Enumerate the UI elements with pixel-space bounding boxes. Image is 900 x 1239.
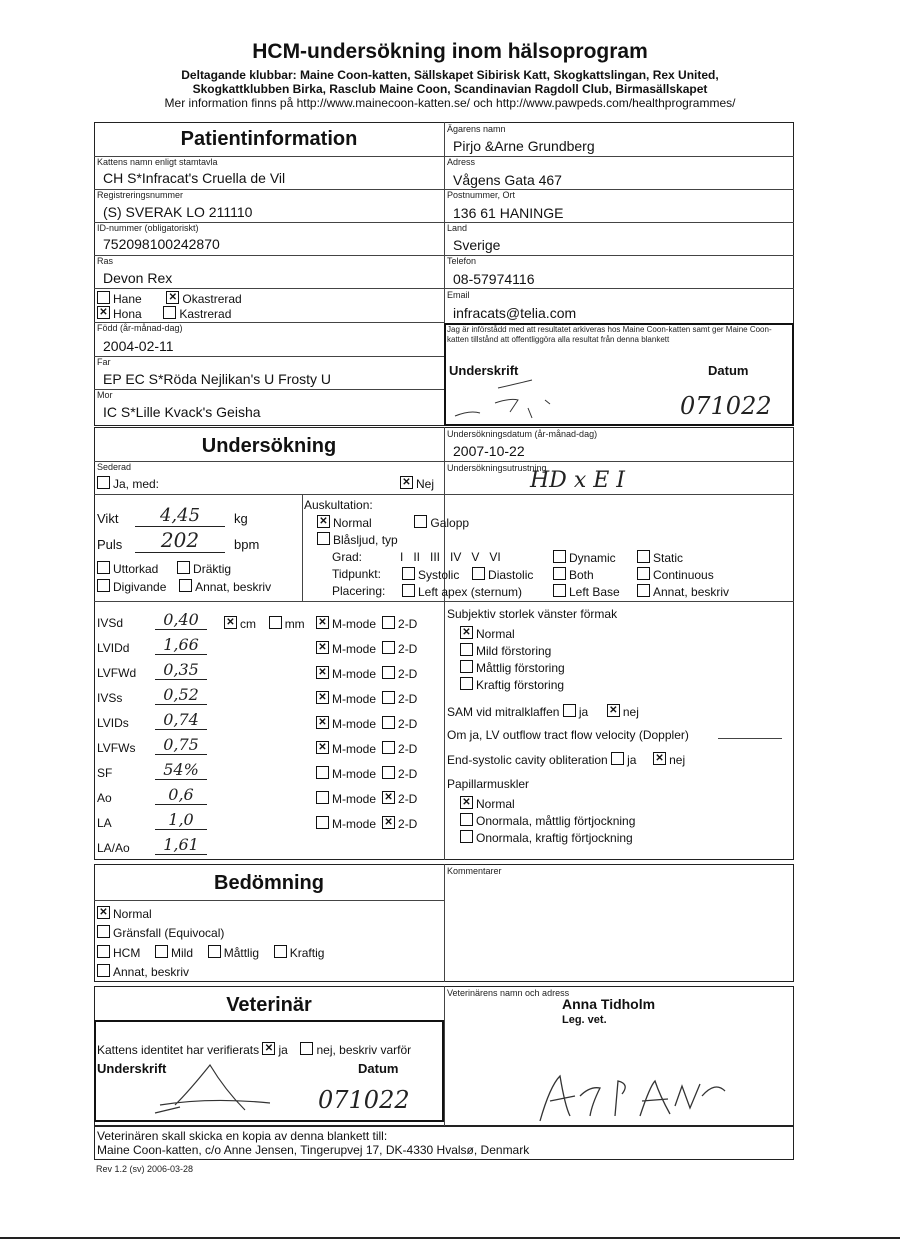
measure-value[interactable]: 1,61 xyxy=(155,835,207,855)
assess-annat-checkbox[interactable] xyxy=(97,964,110,977)
blasljud-label: Blåsljud, typ xyxy=(333,533,398,547)
la-kraftig-label: Kraftig förstoring xyxy=(476,678,565,692)
mmode-checkbox[interactable] xyxy=(316,766,329,779)
mmode-label: M-mode xyxy=(332,692,377,706)
address-label: Adress xyxy=(447,157,476,167)
measure-value[interactable]: 0,6 xyxy=(155,785,207,805)
twod-label: 2-D xyxy=(398,792,418,806)
assess-mild-checkbox[interactable] xyxy=(155,945,168,958)
uttorkad-checkbox[interactable] xyxy=(97,561,110,574)
far-label: Far xyxy=(97,357,111,367)
systolic-checkbox[interactable] xyxy=(402,567,415,580)
puls-value[interactable]: 202 xyxy=(135,528,225,553)
comments-label: Kommentarer xyxy=(447,866,502,876)
measure-label: LVIDs xyxy=(97,716,129,730)
exam-date[interactable]: 2007-10-22 xyxy=(453,443,525,459)
puls-unit: bpm xyxy=(234,537,260,552)
unit-mm-checkbox[interactable] xyxy=(269,616,282,629)
twod-label: 2-D xyxy=(398,617,418,631)
subjektiv-label: Subjektiv storlek vänster förmak xyxy=(447,607,618,621)
mmode-checkbox[interactable] xyxy=(316,641,329,654)
okastrerad-label: Okastrerad xyxy=(182,292,242,306)
consent-text: Jag är införstådd med att resultatet arkiveras hos Maine Coon-katten samt ger Maine Coon-katten tillstånd att offentliggöra alla resultat från denna blankett xyxy=(447,325,772,344)
twod-checkbox[interactable] xyxy=(382,666,395,679)
unit-mm-label: mm xyxy=(284,617,305,631)
info-line: Mer information finns på http://www.mainecoon-katten.se/ och http://www.pawpeds.com/healthprogrammes/ xyxy=(164,96,736,110)
identity-label: Kattens identitet har verifierats xyxy=(97,1043,260,1057)
ausk-normal-label: Normal xyxy=(333,516,372,530)
endsys-nej-checkbox[interactable] xyxy=(653,752,666,765)
measure-value[interactable]: 54% xyxy=(155,760,207,780)
measure-value[interactable]: 0,74 xyxy=(155,710,207,730)
kastrerad-checkbox[interactable] xyxy=(163,306,176,319)
systolic-label: Systolic xyxy=(418,568,460,582)
static-label: Static xyxy=(653,551,684,565)
measure-label: LVFWs xyxy=(97,741,136,755)
mode-options xyxy=(316,791,417,806)
twod-checkbox[interactable] xyxy=(382,766,395,779)
annat-placering-label: Annat, beskriv xyxy=(653,585,730,599)
mmode-label: M-mode xyxy=(332,792,377,806)
twod-checkbox[interactable] xyxy=(382,691,395,704)
measure-label: SF xyxy=(97,766,113,780)
equipment-handwritten: HD x E I xyxy=(530,468,625,493)
mor-name[interactable]: IC S*Lille Kvack's Geisha xyxy=(103,404,261,420)
postal-label: Postnummer, Ort xyxy=(447,190,516,200)
twod-checkbox[interactable] xyxy=(382,791,395,804)
vet-title: Leg. vet. xyxy=(562,1014,607,1026)
twod-checkbox[interactable] xyxy=(382,816,395,829)
la-mild-checkbox[interactable] xyxy=(460,643,473,656)
assess-mattlig-label: Måttlig xyxy=(223,946,260,960)
auskultation-label: Auskultation: xyxy=(304,498,373,512)
identity-ja-checkbox[interactable] xyxy=(262,1042,275,1055)
dynamic-checkbox[interactable] xyxy=(553,550,566,563)
exam-date-label: Undersökningsdatum (år-månad-dag) xyxy=(447,429,598,439)
cat-name[interactable]: CH S*Infracat's Cruella de Vil xyxy=(103,170,286,186)
owner-email[interactable]: infracats@telia.com xyxy=(453,305,577,321)
twod-label: 2-D xyxy=(398,767,418,781)
sedated-no-label: Nej xyxy=(416,477,435,491)
placering-label: Placering: xyxy=(332,584,386,598)
diastolic-checkbox[interactable] xyxy=(472,567,485,580)
owner-date-handwritten: 071022 xyxy=(680,392,772,420)
puls-label: Puls xyxy=(97,537,123,552)
reg-number[interactable]: (S) SVERAK LO 211110 xyxy=(103,204,253,220)
exam-heading: Undersökning xyxy=(201,435,337,457)
measure-label: IVSs xyxy=(97,691,123,705)
static-checkbox[interactable] xyxy=(637,550,650,563)
la-mild-label: Mild förstoring xyxy=(476,644,552,658)
comments-field[interactable] xyxy=(447,880,791,978)
id-number[interactable]: 752098100242870 xyxy=(103,236,220,252)
blasljud-checkbox[interactable] xyxy=(317,532,330,545)
measure-value[interactable]: 0,52 xyxy=(155,685,207,705)
la-mattlig-checkbox[interactable] xyxy=(460,660,473,673)
papill-normal-label: Normal xyxy=(476,797,515,811)
sam-ja-label: ja xyxy=(578,705,589,719)
sedated-label: Sederad xyxy=(97,462,132,472)
measure-value[interactable]: 1,66 xyxy=(155,635,207,655)
owner-name-label: Ägarens namn xyxy=(447,124,506,134)
twod-label: 2-D xyxy=(398,717,418,731)
unit-cm-checkbox[interactable] xyxy=(224,616,237,629)
twod-label: 2-D xyxy=(398,667,418,681)
breed[interactable]: Devon Rex xyxy=(103,270,173,286)
sam-nej-label: nej xyxy=(622,705,639,719)
endsys-nej-label: nej xyxy=(669,753,686,767)
mmode-label: M-mode xyxy=(332,617,377,631)
dynamic-label: Dynamic xyxy=(569,551,616,565)
footer-line-1: Veterinären skall skicka en kopia av denna blankett till: xyxy=(97,1129,388,1143)
far-name[interactable]: EP EC S*Röda Nejlikan's U Frosty U xyxy=(103,371,332,387)
endsys-ja-label: ja xyxy=(627,753,637,767)
mode-options xyxy=(316,616,417,631)
sam-label: SAM vid mitralklaffen xyxy=(447,705,560,719)
footer-line-2: Maine Coon-katten, c/o Anne Jensen, Tingerupvej 17, DK-4330 Hvalsø, Denmark xyxy=(97,1143,530,1157)
assess-hcm-checkbox[interactable] xyxy=(97,945,110,958)
vet-heading: Veterinär xyxy=(226,994,312,1016)
clubs-line-1: Deltagande klubbar: Maine Coon-katten, Sällskapet Sibirisk Katt, Skogkattslingan, Rex United, xyxy=(181,68,719,82)
uttorkad-label: Uttorkad xyxy=(113,562,159,576)
left-base-label: Left Base xyxy=(569,585,620,599)
sedated-yes-checkbox[interactable] xyxy=(97,476,110,489)
patient-heading: Patientinformation xyxy=(180,128,358,150)
measure-label: LVIDd xyxy=(97,641,130,655)
owner-address[interactable]: Vågens Gata 467 xyxy=(453,172,562,188)
vet-name: Anna Tidholm xyxy=(562,996,656,1012)
mmode-label: M-mode xyxy=(332,767,377,781)
papill-normal-checkbox[interactable] xyxy=(460,796,473,809)
mmode-label: M-mode xyxy=(332,717,377,731)
vet-signature-label: Underskrift xyxy=(97,1061,167,1076)
assess-annat-label: Annat, beskriv xyxy=(113,965,190,979)
breed-label: Ras xyxy=(97,256,114,266)
both-checkbox[interactable] xyxy=(553,567,566,580)
draktig-label: Dräktig xyxy=(193,562,232,576)
left-base-checkbox[interactable] xyxy=(553,584,566,597)
vet-name-label: Veterinärens namn och adress xyxy=(447,988,570,998)
mmode-checkbox[interactable] xyxy=(316,616,329,629)
assess-gransfall-checkbox[interactable] xyxy=(97,925,110,938)
twod-checkbox[interactable] xyxy=(382,616,395,629)
identity-ja-label: ja xyxy=(278,1043,288,1057)
equipment-label: Undersökningsutrustning xyxy=(447,463,547,473)
la-kraftig-checkbox[interactable] xyxy=(460,677,473,690)
papill-mattlig-checkbox[interactable] xyxy=(460,813,473,826)
unit-cm-label: cm xyxy=(240,617,256,631)
owner-country[interactable]: Sverige xyxy=(453,237,501,253)
measure-value[interactable]: 0,40 xyxy=(155,610,207,630)
hane-checkbox[interactable] xyxy=(97,291,110,304)
owner-signature-label: Underskrift xyxy=(449,363,519,378)
assess-mild-label: Mild xyxy=(171,946,194,960)
draktig-checkbox[interactable] xyxy=(177,561,190,574)
mmode-label: M-mode xyxy=(332,642,377,656)
clubs-line-2: Skogkattklubben Birka, Rasclub Maine Coon, Scandinavian Ragdoll Club, Birmasällskapet xyxy=(192,82,708,96)
assess-kraftig-label: Kraftig xyxy=(289,946,325,960)
mode-options xyxy=(316,691,417,706)
annat-exam-label: Annat, beskriv xyxy=(195,580,272,594)
hona-checkbox[interactable] xyxy=(97,306,110,319)
sedated-no-checkbox[interactable] xyxy=(400,476,413,489)
lvot-field[interactable] xyxy=(718,738,782,739)
mmode-checkbox[interactable] xyxy=(316,791,329,804)
email-label: Email xyxy=(447,290,470,300)
vet-signature xyxy=(150,1055,320,1117)
lvot-label: Om ja, LV outflow tract flow velocity (Doppler) xyxy=(447,728,689,742)
vet-stamp-signature xyxy=(530,1066,730,1126)
sam-nej-checkbox[interactable] xyxy=(607,704,620,717)
annat-exam-checkbox[interactable] xyxy=(179,579,192,592)
annat-placering-checkbox[interactable] xyxy=(637,584,650,597)
mmode-checkbox[interactable] xyxy=(316,816,329,829)
vet-date-label: Datum xyxy=(358,1061,399,1076)
digivande-label: Digivande xyxy=(113,580,167,594)
id-label: ID-nummer (obligatoriskt) xyxy=(97,223,199,233)
twod-checkbox[interactable] xyxy=(382,716,395,729)
mode-options xyxy=(316,766,417,781)
born-label: Född (år-månad-dag) xyxy=(97,323,183,333)
assess-hcm-label: HCM xyxy=(113,946,141,960)
owner-name[interactable]: Pirjo &Arne Grundberg xyxy=(453,138,595,154)
mor-label: Mor xyxy=(97,390,113,400)
left-apex-label: Left apex (sternum) xyxy=(418,585,523,599)
owner-phone[interactable]: 08-57974116 xyxy=(453,271,535,287)
measure-value[interactable]: 0,75 xyxy=(155,735,207,755)
twod-checkbox[interactable] xyxy=(382,741,395,754)
measure-value[interactable]: 1,0 xyxy=(155,810,207,830)
sedated-yes-label: Ja, med: xyxy=(113,477,160,491)
left-apex-checkbox[interactable] xyxy=(402,584,415,597)
endsys-ja-checkbox[interactable] xyxy=(611,752,624,765)
assessment-heading: Bedömning xyxy=(214,872,324,894)
papill-label: Papillarmuskler xyxy=(447,777,530,791)
assess-mattlig-checkbox[interactable] xyxy=(208,945,221,958)
okastrerad-checkbox[interactable] xyxy=(166,291,179,304)
mmode-label: M-mode xyxy=(332,742,377,756)
la-normal-checkbox[interactable] xyxy=(460,626,473,639)
born-date[interactable]: 2004-02-11 xyxy=(103,338,174,354)
twod-label: 2-D xyxy=(398,817,418,831)
endsys-label: End-systolic cavity obliteration xyxy=(447,753,608,767)
twod-label: 2-D xyxy=(398,692,418,706)
twod-label: 2-D xyxy=(398,742,418,756)
mmode-checkbox[interactable] xyxy=(316,741,329,754)
galopp-label: Galopp xyxy=(430,516,470,530)
la-normal-label: Normal xyxy=(476,627,515,641)
ausk-normal-checkbox[interactable] xyxy=(317,515,330,528)
vet-date-handwritten: 071022 xyxy=(318,1086,410,1114)
measure-label: LA/Ao xyxy=(97,841,130,855)
grade-options[interactable]: I II III IV V VI xyxy=(400,550,501,564)
grad-label: Grad: xyxy=(332,550,363,564)
measure-value[interactable]: 0,35 xyxy=(155,660,207,680)
owner-postal[interactable]: 136 61 HANINGE xyxy=(453,205,564,221)
tidpunkt-label: Tidpunkt: xyxy=(332,567,381,581)
measure-label: Ao xyxy=(97,791,112,805)
assess-normal-checkbox[interactable] xyxy=(97,906,110,919)
mode-options xyxy=(316,666,417,681)
revision: Rev 1.2 (sv) 2006-03-28 xyxy=(96,1164,194,1174)
measure-label: LA xyxy=(97,816,112,830)
diastolic-label: Diastolic xyxy=(488,568,534,582)
continuous-label: Continuous xyxy=(653,568,714,582)
assess-gransfall-label: Gränsfall (Equivocal) xyxy=(113,926,225,940)
mmode-checkbox[interactable] xyxy=(316,666,329,679)
form-title: HCM-undersökning inom hälsoprogram xyxy=(252,40,648,63)
hona-label: Hona xyxy=(113,307,142,321)
papill-kraftig-label: Onormala, kraftig förtjockning xyxy=(476,831,633,845)
phone-label: Telefon xyxy=(447,256,477,266)
papill-kraftig-checkbox[interactable] xyxy=(460,830,473,843)
reg-label: Registreringsnummer xyxy=(97,190,184,200)
mode-options xyxy=(316,716,417,731)
owner-signature xyxy=(450,378,590,423)
sam-ja-checkbox[interactable] xyxy=(563,704,576,717)
kastrerad-label: Kastrerad xyxy=(179,307,232,321)
mode-options xyxy=(316,741,417,756)
country-label: Land xyxy=(447,223,468,233)
vikt-label: Vikt xyxy=(97,511,119,526)
hane-label: Hane xyxy=(113,292,142,306)
la-mattlig-label: Måttlig förstoring xyxy=(476,661,565,675)
mmode-checkbox[interactable] xyxy=(316,691,329,704)
measure-label: IVSd xyxy=(97,616,124,630)
mmode-checkbox[interactable] xyxy=(316,716,329,729)
vikt-value[interactable]: 4,45 xyxy=(135,505,225,527)
twod-label: 2-D xyxy=(398,642,418,656)
papill-mattlig-label: Onormala, måttlig förtjockning xyxy=(476,814,636,828)
mode-options xyxy=(316,816,417,831)
continuous-checkbox[interactable] xyxy=(637,567,650,580)
identity-nej-checkbox[interactable] xyxy=(300,1042,313,1055)
twod-checkbox[interactable] xyxy=(382,641,395,654)
identity-nej-label: nej, beskriv varför xyxy=(316,1043,412,1057)
owner-date-label: Datum xyxy=(708,363,749,378)
assess-kraftig-checkbox[interactable] xyxy=(274,945,287,958)
cat-name-label: Kattens namn enligt stamtavla xyxy=(97,157,218,167)
galopp-checkbox[interactable] xyxy=(414,515,427,528)
measure-label: LVFWd xyxy=(97,666,137,680)
mmode-label: M-mode xyxy=(332,817,377,831)
assess-normal-label: Normal xyxy=(113,907,152,921)
digivande-checkbox[interactable] xyxy=(97,579,110,592)
both-label: Both xyxy=(569,568,594,582)
mmode-label: M-mode xyxy=(332,667,377,681)
vikt-unit: kg xyxy=(234,511,248,526)
mode-options xyxy=(316,641,417,656)
